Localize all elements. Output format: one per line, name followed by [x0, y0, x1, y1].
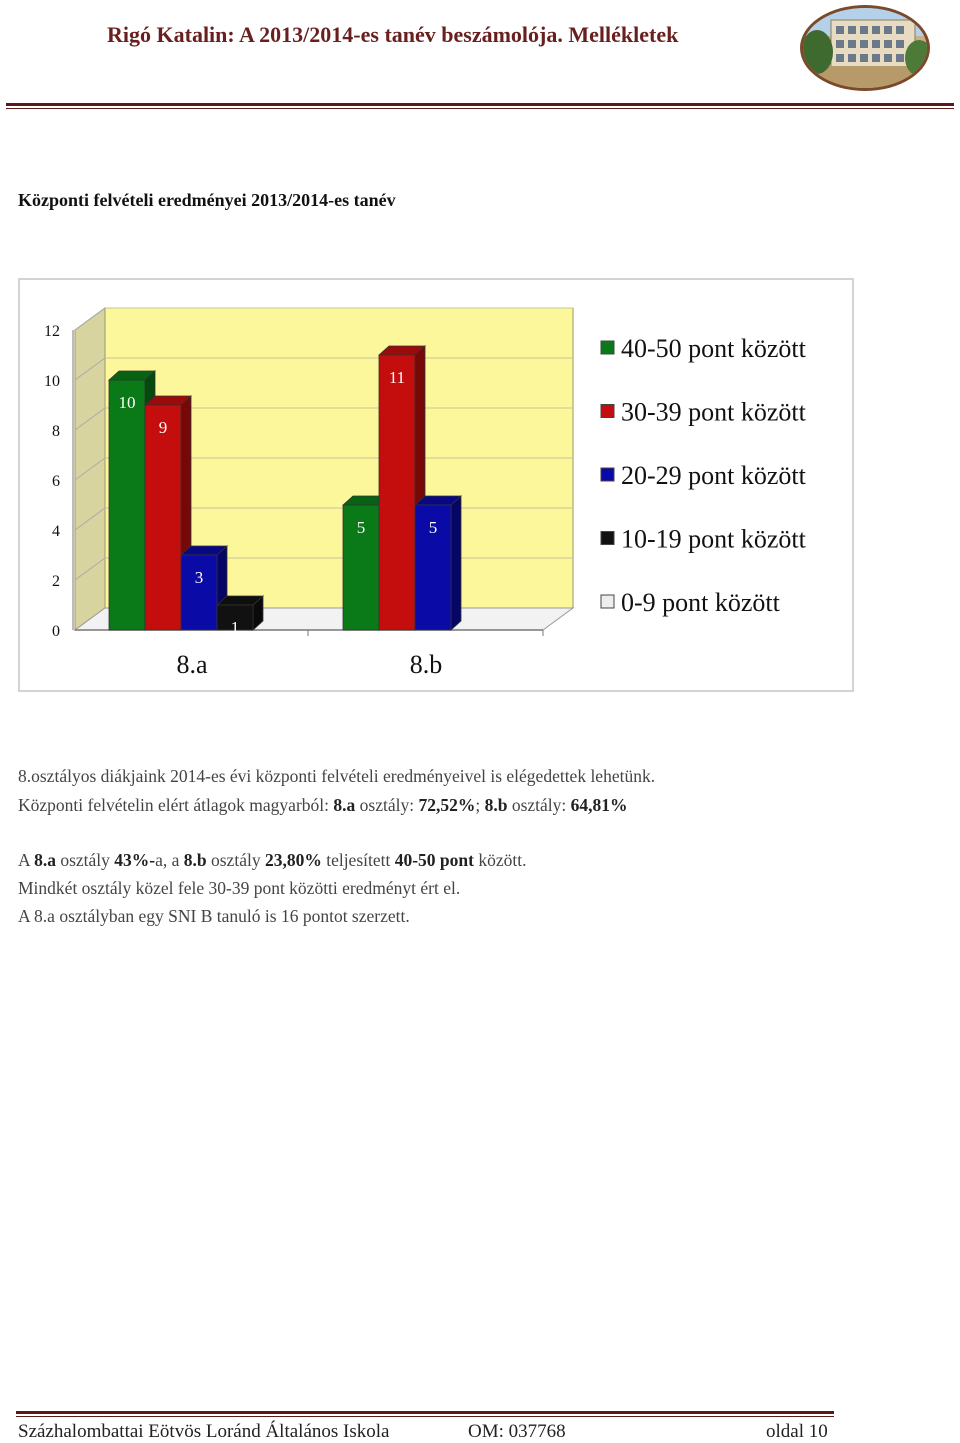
footer-school: Százhalombattai Eötvös Loránd Általános Iskola	[18, 1421, 390, 1442]
school-logo	[800, 5, 930, 91]
y-tick-label: 6	[52, 473, 60, 490]
paragraph-line-5: A 8.a osztályban egy SNI B tanuló is 16 pontot szerzett.	[18, 906, 410, 926]
y-tick-label: 8	[52, 423, 60, 440]
bar	[145, 405, 181, 630]
bar	[181, 555, 217, 630]
header-title: Rigó Katalin: A 2013/2014-es tanév beszámolója. Mellékletek	[107, 22, 679, 47]
chart-frame	[18, 278, 854, 692]
x-category-label: 8.a	[176, 650, 208, 679]
y-tick-label: 10	[44, 373, 60, 390]
bar	[379, 355, 415, 630]
bar-value-label: 9	[158, 418, 168, 437]
bar-value-label: 3	[194, 568, 204, 587]
legend-label: 0-9 pont között	[621, 588, 780, 617]
bar-value-label: 11	[388, 368, 406, 387]
bar-value-label: 5	[428, 518, 438, 537]
y-tick-label: 2	[52, 573, 60, 590]
legend-label: 30-39 pont között	[621, 397, 806, 427]
y-tick-label: 12	[44, 323, 60, 340]
bar	[109, 380, 145, 630]
paragraph-line-3: A 8.a osztály 43%-a, a 8.b osztály 23,80% teljesített 40-50 pont között.	[18, 850, 527, 870]
legend-label: 40-50 pont között	[621, 334, 806, 363]
footer-rule-thin	[16, 1416, 834, 1417]
legend-label: 20-29 pont között	[621, 461, 806, 490]
bar-value-label: 1	[230, 618, 240, 637]
bar-value-label: 10	[118, 393, 136, 412]
footer-page: oldal 10	[766, 1421, 828, 1442]
legend-swatch	[601, 341, 614, 354]
bar-side	[451, 496, 461, 630]
legend-label: 10-19 pont között	[621, 524, 806, 554]
header-rule-thin	[6, 108, 954, 109]
x-category-label: 8.b	[409, 650, 443, 679]
y-tick-label: 0	[52, 623, 60, 640]
header-rule	[6, 103, 954, 106]
legend-swatch	[601, 532, 614, 545]
school-building-image	[803, 8, 929, 90]
legend-swatch	[601, 595, 614, 608]
legend-swatch	[601, 468, 614, 481]
paragraph-line-2: Központi felvételin elért átlagok magyarból: 8.a osztály: 72,52%; 8.b osztály: 64,81%	[18, 795, 628, 815]
paragraph-line-4: Mindkét osztály közel fele 30-39 pont közötti eredményt ért el.	[18, 878, 461, 898]
bar-chart	[20, 280, 854, 692]
footer-rule	[16, 1411, 834, 1414]
y-tick-label: 4	[52, 523, 60, 540]
section-title: Központi felvételi eredményei 2013/2014-es tanév	[18, 190, 396, 210]
footer-om: OM: 037768	[468, 1421, 566, 1442]
paragraph-line-1: 8.osztályos diákjaink 2014-es évi központi felvételi eredményeivel is elégedettek lehetünk.	[18, 766, 656, 786]
legend-swatch	[601, 405, 614, 418]
bar-value-label: 5	[356, 518, 366, 537]
